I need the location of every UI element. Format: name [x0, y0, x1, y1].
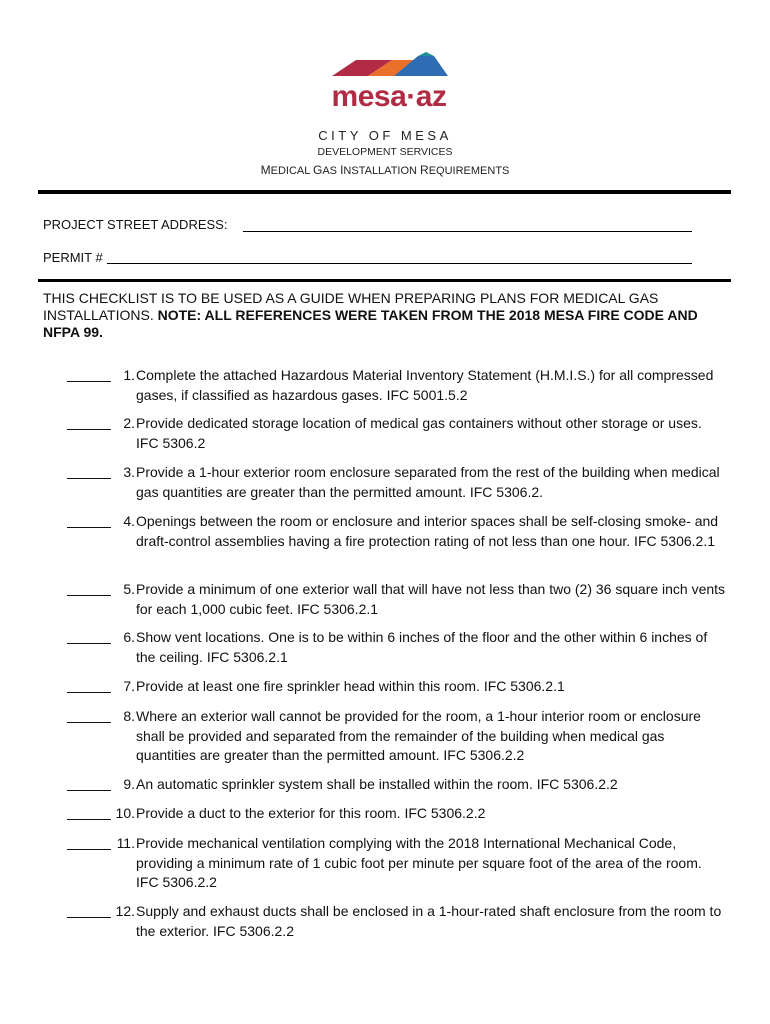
- document-title: [0, 163, 770, 177]
- logo-wordmark-end: az: [415, 80, 447, 113]
- checklist-item-text: Provide at least one fire sprinkler head within this room. IFC 5306.2.1: [136, 678, 565, 694]
- intro-text: THIS CHECKLIST IS TO BE USED AS A GUIDE WHEN PREPARING PLANS FOR MEDICAL GAS INSTALLATIONS.: [43, 290, 659, 323]
- header-divider: [38, 190, 731, 194]
- title-part-2: AS: [322, 165, 341, 177]
- checklist-intro: [43, 290, 733, 341]
- permit-input-line[interactable]: [107, 263, 692, 264]
- intro-note: NOTE: ALL REFERENCES WERE TAKEN FROM THE 2018 MESA FIRE CODE AND NFPA 99.: [43, 307, 698, 340]
- checklist-item-number: 8.: [123, 708, 135, 724]
- checklist-item-number: 6.: [123, 629, 135, 645]
- checklist-item-number: 7.: [123, 678, 135, 694]
- checklist-item-text: Show vent locations. One is to be within 6 inches of the floor and the other within 6 inches of the ceiling. IFC 5306.2.1: [136, 629, 708, 665]
- title-part-4: EQUIREMENTS: [428, 165, 510, 177]
- checklist-item-text: Supply and exhaust ducts shall be enclosed in a 1-hour-rated shaft enclosure from the room to the exterior. IFC 5306.2.2: [136, 903, 722, 939]
- checklist-item-text: Openings between the room or enclosure and interior spaces shall be self-closing smoke- and draft-control assemblies having a fire protection rating of not less than one hour. IFC 5306.2.1: [136, 513, 719, 549]
- checklist-item-number: 4.: [123, 513, 135, 529]
- checklist-item-text: Provide dedicated storage location of medical gas containers without other storage or uses. IFC 5306.2: [136, 415, 702, 451]
- title-part-1: EDICAL: [270, 165, 313, 177]
- logo-wordmark-dot: ·: [406, 80, 416, 113]
- title-cap-g: G: [313, 163, 323, 177]
- checklist-item-text: Provide mechanical ventilation complying with the 2018 International Mechanical Code, providing a minimum rate of 1 cubic foot per minute per square foot of the area of the room. IFC 5306.2.2: [136, 835, 702, 890]
- logo-teal-stripe: [418, 52, 434, 56]
- title-part-3: NSTALLATION: [343, 165, 421, 177]
- checklist-item-number: 1.: [123, 367, 135, 383]
- address-label: PROJECT STREET ADDRESS:: [43, 217, 228, 232]
- logo-wordmark: [322, 80, 456, 114]
- logo-wordmark-main: mesa: [331, 80, 407, 113]
- fields-divider: [38, 279, 731, 282]
- checklist-item-text: Complete the attached Hazardous Material Inventory Statement (H.M.I.S.) for all compressed gases, if classified as hazardous gases. IFC 5001.5.2: [136, 367, 714, 403]
- title-cap-i: I: [340, 163, 344, 177]
- checklist-item-number: 12.: [115, 903, 135, 919]
- checklist-item-text: Provide a 1-hour exterior room enclosure separated from the rest of the building when medical gas quantities are greater than the permitted amount. IFC 5306.2.: [136, 464, 720, 500]
- city-heading: CITY OF MESA: [318, 128, 452, 143]
- checklist-item-number: 10.: [115, 805, 135, 821]
- address-input-line[interactable]: [243, 231, 692, 232]
- checklist-item-number: 5.: [123, 581, 135, 597]
- checklist-item-number: 3.: [123, 464, 135, 480]
- checklist-item-text: Provide a minimum of one exterior wall that will have not less than two (2) 36 square inch vents for each 1,000 cubic feet. IFC 5306.2.1: [136, 581, 726, 617]
- checklist-item-text: An automatic sprinkler system shall be installed within the room. IFC 5306.2.2: [136, 776, 618, 792]
- checklist-item-number: 9.: [123, 776, 135, 792]
- title-cap-m: M: [260, 163, 271, 177]
- permit-label: PERMIT #: [43, 250, 103, 265]
- title-cap-r: R: [420, 163, 429, 177]
- checklist-item-text: Provide a duct to the exterior for this room. IFC 5306.2.2: [136, 805, 486, 821]
- checklist-item-number: 2.: [123, 415, 135, 431]
- checklist-item-number: 11.: [116, 835, 135, 851]
- checklist-item-text: Where an exterior wall cannot be provided for the room, a 1-hour interior room or enclosure shall be provided and separated from the remainder of the building when medical gas quantities are greater than the permitted amount. IFC 5306.2.2: [136, 708, 701, 763]
- department-heading: DEVELOPMENT SERVICES: [317, 146, 453, 158]
